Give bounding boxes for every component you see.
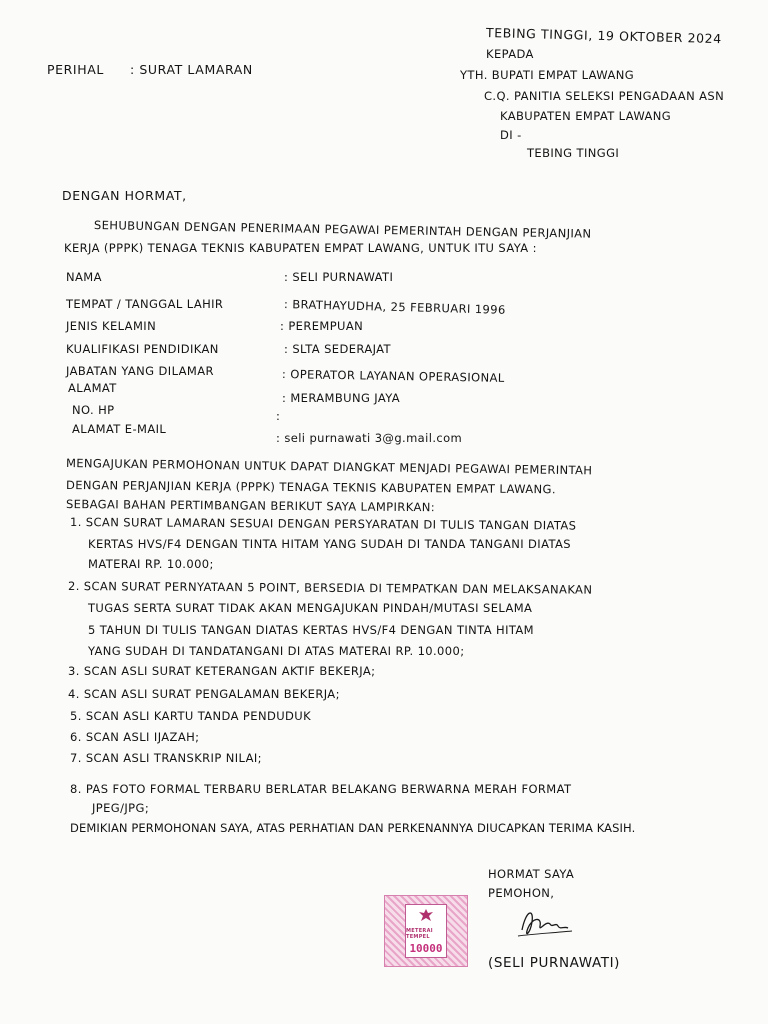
meterai-stamp	[384, 895, 468, 967]
identity-value: : SLTA SEDERAJAT	[284, 342, 391, 356]
signoff-line: HORMAT SAYA	[488, 867, 575, 881]
recipient-line: KABUPATEN EMPAT LAWANG	[500, 109, 672, 123]
identity-value: : MERAMBUNG JAYA	[282, 391, 401, 405]
identity-label: JABATAN YANG DILAMAR	[66, 364, 214, 378]
identity-label: NO. HP	[72, 403, 115, 417]
list-item: 8. PAS FOTO FORMAL TERBARU BERLATAR BELAKANG BERWARNA MERAH FORMAT	[70, 782, 572, 796]
subject-value: : SURAT LAMARAN	[130, 62, 253, 77]
list-item: JPEG/JPG;	[92, 801, 150, 815]
list-item: 7. SCAN ASLI TRANSKRIP NILAI;	[70, 751, 262, 765]
signature	[512, 900, 578, 946]
to-label: KEPADA	[486, 47, 534, 61]
identity-value: : SELI PURNAWATI	[284, 270, 394, 284]
list-item: 3. SCAN ASLI SURAT KETERANGAN AKTIF BEKERJA;	[68, 664, 376, 678]
identity-value: : seli purnawati 3@g.mail.com	[276, 431, 463, 445]
garuda-emblem-icon	[417, 907, 435, 925]
signoff-line: PEMOHON,	[488, 886, 555, 900]
identity-value: : BRATHAYUDHA, 25 FEBRUARI 1996	[283, 297, 506, 317]
place-date: TEBING TINGGI, 19 OKTOBER 2024	[485, 25, 722, 47]
greeting: DENGAN HORMAT,	[62, 188, 187, 203]
identity-value: : PEREMPUAN	[280, 319, 364, 333]
identity-value: :	[276, 409, 281, 423]
identity-label: NAMA	[66, 270, 102, 284]
identity-value: : OPERATOR LAYANAN OPERASIONAL	[281, 367, 505, 385]
intro-line: KERJA (PPPK) TENAGA TEKNIS KABUPATEN EMPAT LAWANG, UNTUK ITU SAYA :	[64, 241, 537, 255]
list-item: YANG SUDAH DI TANDATANGANI DI ATAS MATERAI RP. 10.000;	[88, 644, 465, 658]
list-item: 1. SCAN SURAT LAMARAN SESUAI DENGAN PERSYARATAN DI TULIS TANGAN DIATAS	[69, 515, 577, 533]
identity-label: JENIS KELAMIN	[66, 319, 157, 333]
request-line: MENGAJUKAN PERMOHONAN UNTUK DAPAT DIANGKAT MENJADI PEGAWAI PEMERINTAH	[65, 456, 593, 478]
closing-text: DEMIKIAN PERMOHONAN SAYA, ATAS PERHATIAN DAN PERKENANNYA DIUCAPKAN TERIMA KASIH.	[70, 821, 636, 835]
identity-label: TEMPAT / TANGGAL LAHIR	[66, 297, 224, 311]
request-line: SEBAGAI BAHAN PERTIMBANGAN BERIKUT SAYA LAMPIRKAN:	[65, 497, 436, 515]
list-item: 4. SCAN ASLI SURAT PENGALAMAN BEKERJA;	[68, 687, 340, 701]
intro-line: SEHUBUNGAN DENGAN PENERIMAAN PEGAWAI PEMERINTAH DENGAN PERJANJIAN	[93, 218, 592, 241]
list-item: 5. SCAN ASLI KARTU TANDA PENDUDUK	[70, 709, 312, 723]
recipient-line: YTH. BUPATI EMPAT LAWANG	[460, 68, 635, 82]
identity-label: ALAMAT E-MAIL	[72, 422, 167, 436]
identity-label: KUALIFIKASI PENDIDIKAN	[66, 342, 219, 356]
list-item: TUGAS SERTA SURAT TIDAK AKAN MENGAJUKAN PINDAH/MUTASI SELAMA	[88, 601, 533, 615]
list-item: MATERAI RP. 10.000;	[88, 557, 214, 571]
list-item: 2. SCAN SURAT PERNYATAAN 5 POINT, BERSEDIA DI TEMPATKAN DAN MELAKSANAKAN	[67, 579, 593, 597]
identity-label: ALAMAT	[68, 381, 117, 395]
recipient-line: TEBING TINGGI	[527, 146, 620, 160]
recipient-line: DI -	[500, 128, 522, 142]
list-item: KERTAS HVS/F4 DENGAN TINTA HITAM YANG SUDAH DI TANDA TANGANI DIATAS	[88, 537, 571, 551]
subject-label: PERIHAL	[47, 62, 104, 77]
meterai-value: 10000	[409, 942, 443, 955]
list-item: 6. SCAN ASLI IJAZAH;	[70, 730, 200, 744]
recipient-line: C.Q. PANITIA SELEKSI PENGADAAN ASN	[484, 89, 725, 103]
meterai-label: METERAI TEMPEL	[406, 927, 433, 940]
request-line: DENGAN PERJANJIAN KERJA (PPPK) TENAGA TEKNIS KABUPATEN EMPAT LAWANG.	[65, 478, 556, 497]
signer-name: (SELI PURNAWATI)	[488, 955, 621, 971]
meterai-panel	[405, 904, 447, 958]
list-item: 5 TAHUN DI TULIS TANGAN DIATAS KERTAS HVS/F4 DENGAN TINTA HITAM	[88, 623, 534, 637]
